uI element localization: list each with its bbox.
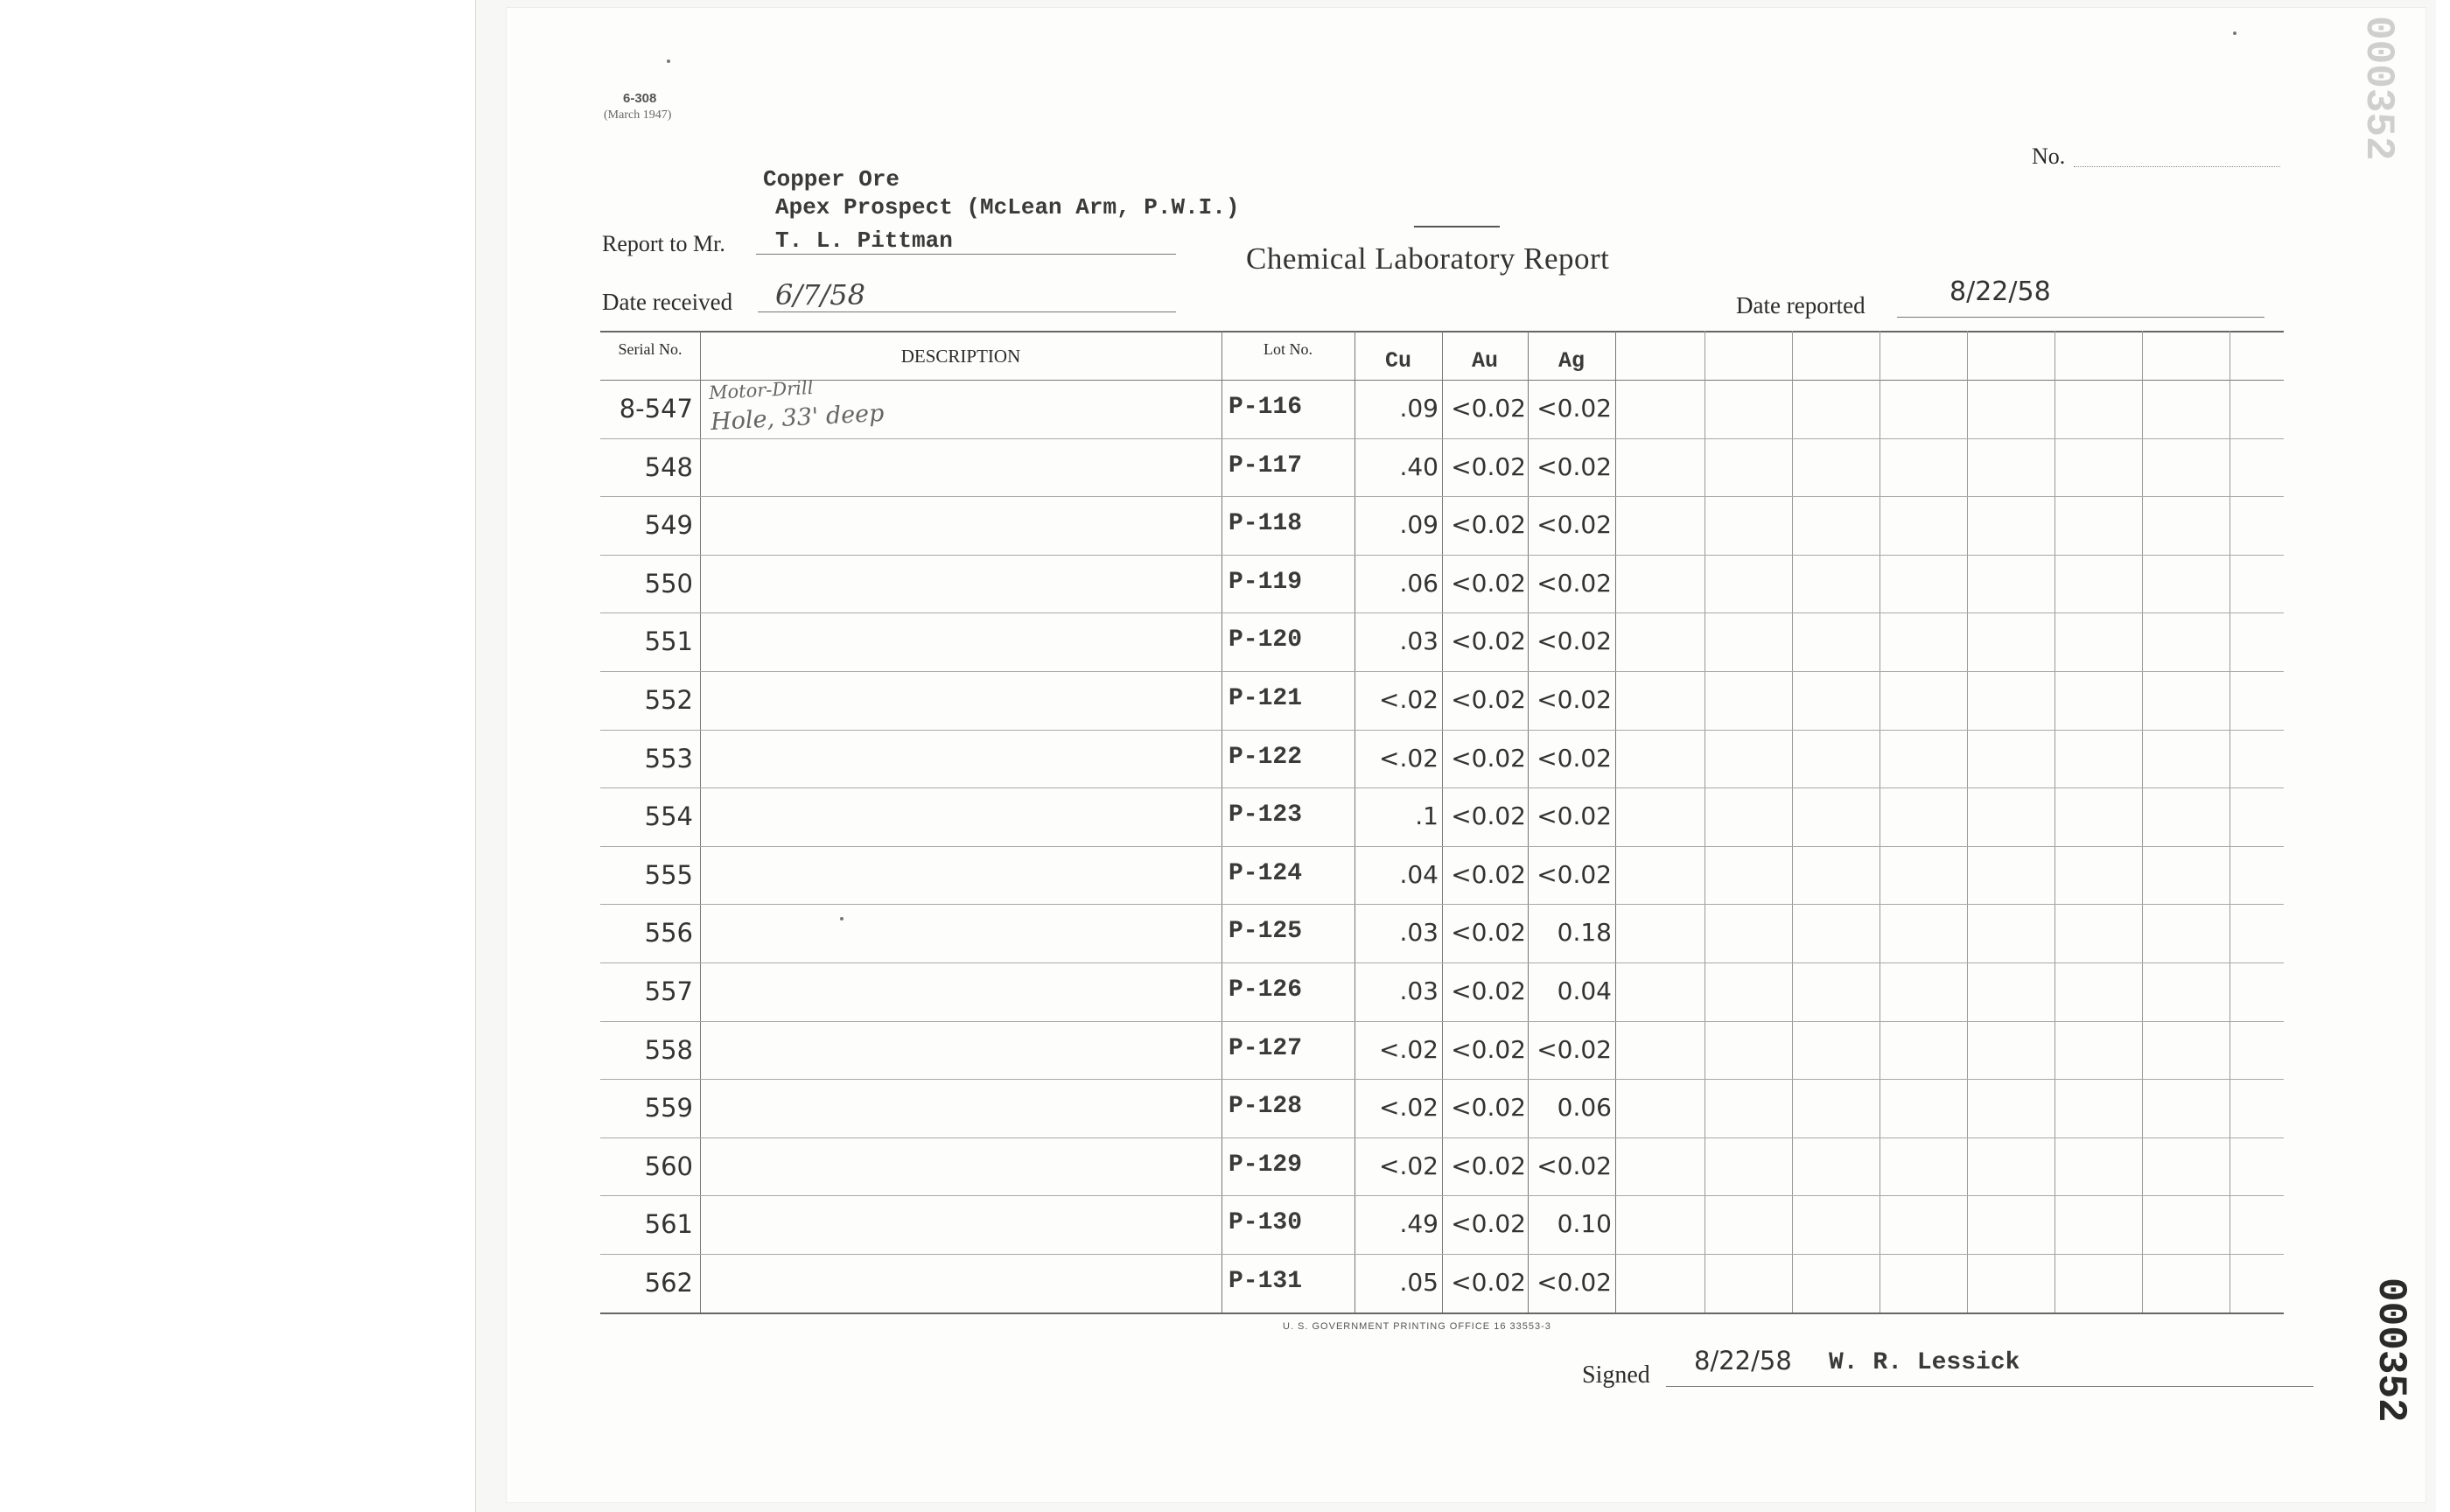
lot-cell: P-117 bbox=[1228, 452, 1303, 480]
cu-cell: .09 bbox=[1399, 394, 1438, 423]
column-divider bbox=[1704, 331, 1705, 1314]
row-rule bbox=[600, 730, 2284, 731]
subject-line-2: Apex Prospect (McLean Arm, P.W.I.) bbox=[775, 194, 1240, 220]
ag-cell: <0.02 bbox=[1536, 510, 1612, 540]
ag-cell: <0.02 bbox=[1536, 1034, 1612, 1064]
cu-cell: .06 bbox=[1399, 568, 1438, 598]
serial-cell: 560 bbox=[644, 1151, 693, 1181]
cu-cell: .1 bbox=[1415, 802, 1438, 831]
au-cell: <0.02 bbox=[1451, 802, 1526, 831]
header-au: Au bbox=[1471, 348, 1498, 374]
row-rule bbox=[600, 612, 2284, 613]
serial-cell: 550 bbox=[644, 568, 693, 598]
serial-cell: 558 bbox=[644, 1034, 693, 1065]
description-note-2: Hole, 33' deep bbox=[710, 399, 886, 437]
header-lot: Lot No. bbox=[1264, 340, 1312, 358]
faint-page-stamp: 000352 bbox=[2356, 16, 2401, 161]
cu-cell: <.02 bbox=[1379, 1034, 1438, 1064]
ag-cell: <0.02 bbox=[1536, 1151, 1612, 1180]
lot-cell: P-118 bbox=[1228, 510, 1303, 538]
date-reported-value: 8/22/58 bbox=[1950, 276, 2051, 307]
cu-cell: .05 bbox=[1399, 1268, 1438, 1297]
au-cell: <0.02 bbox=[1451, 1268, 1526, 1297]
row-rule bbox=[600, 671, 2284, 672]
row-rule bbox=[600, 555, 2284, 556]
form-number: 6-308 bbox=[623, 91, 657, 106]
au-cell: <0.02 bbox=[1451, 859, 1526, 889]
report-to-line bbox=[756, 254, 1176, 255]
scan-speck bbox=[2233, 32, 2236, 35]
header-ag: Ag bbox=[1558, 348, 1585, 374]
description-note-1: Motor-Drill bbox=[708, 376, 814, 404]
lot-cell: P-125 bbox=[1228, 918, 1303, 946]
number-field-line bbox=[2074, 166, 2280, 167]
cu-cell: .04 bbox=[1399, 859, 1438, 889]
date-received-label: Date received bbox=[602, 289, 733, 315]
header-serial: Serial No. bbox=[618, 340, 682, 358]
ag-cell: 0.18 bbox=[1557, 918, 1612, 948]
lot-cell: P-127 bbox=[1228, 1034, 1303, 1062]
au-cell: <0.02 bbox=[1451, 1034, 1526, 1064]
page-number-stamp: 000352 bbox=[2368, 1278, 2413, 1423]
row-rule bbox=[600, 1195, 2284, 1196]
au-cell: <0.02 bbox=[1451, 976, 1526, 1005]
ag-cell: <0.02 bbox=[1536, 1268, 1612, 1297]
cu-cell: <.02 bbox=[1379, 743, 1438, 773]
serial-cell: 549 bbox=[644, 510, 693, 541]
lot-cell: P-126 bbox=[1228, 976, 1303, 1004]
report-title: Chemical Laboratory Report bbox=[1246, 242, 1610, 276]
ag-cell: <0.02 bbox=[1536, 568, 1612, 598]
table-bottom-rule bbox=[600, 1312, 2284, 1314]
au-cell: <0.02 bbox=[1451, 1209, 1526, 1239]
serial-cell: 559 bbox=[644, 1093, 693, 1124]
lot-cell: P-131 bbox=[1228, 1268, 1303, 1295]
au-cell: <0.02 bbox=[1451, 1151, 1526, 1180]
form-date: (March 1947) bbox=[604, 108, 672, 122]
cu-cell: .49 bbox=[1399, 1209, 1438, 1239]
date-received-value: 6/7/58 bbox=[775, 278, 865, 312]
row-rule bbox=[600, 904, 2284, 905]
ag-cell: <0.02 bbox=[1536, 626, 1612, 656]
lot-cell: P-123 bbox=[1228, 802, 1303, 830]
au-cell: <0.02 bbox=[1451, 743, 1526, 773]
header-cu: Cu bbox=[1384, 348, 1411, 374]
lot-cell: P-129 bbox=[1228, 1151, 1303, 1179]
serial-cell: 553 bbox=[644, 743, 693, 774]
au-cell: <0.02 bbox=[1451, 685, 1526, 714]
serial-cell: 548 bbox=[644, 452, 693, 482]
au-cell: <0.02 bbox=[1451, 394, 1526, 423]
row-rule bbox=[600, 846, 2284, 847]
cu-cell: <.02 bbox=[1379, 1151, 1438, 1180]
number-label: No. bbox=[2032, 144, 2066, 169]
column-divider bbox=[1792, 331, 1793, 1314]
column-divider bbox=[1615, 331, 1616, 1314]
au-cell: <0.02 bbox=[1451, 510, 1526, 540]
row-rule bbox=[600, 1254, 2284, 1255]
ag-cell: <0.02 bbox=[1536, 394, 1612, 423]
signed-date: 8/22/58 bbox=[1694, 1346, 1792, 1376]
date-reported-label: Date reported bbox=[1736, 292, 1866, 318]
cu-cell: .40 bbox=[1399, 452, 1438, 481]
serial-cell: 8-547 bbox=[619, 394, 693, 424]
header-description: DESCRIPTION bbox=[900, 346, 1021, 367]
serial-cell: 556 bbox=[644, 918, 693, 948]
ag-cell: <0.02 bbox=[1536, 685, 1612, 714]
ag-cell: 0.06 bbox=[1557, 1093, 1612, 1123]
column-divider bbox=[1967, 331, 1968, 1314]
lot-cell: P-124 bbox=[1228, 859, 1303, 887]
lot-cell: P-120 bbox=[1228, 626, 1303, 654]
date-reported-line bbox=[1897, 317, 2264, 318]
cu-cell: .09 bbox=[1399, 510, 1438, 540]
lot-cell: P-122 bbox=[1228, 743, 1303, 771]
scan-speck bbox=[667, 60, 670, 63]
subject-line-1: Copper Ore bbox=[763, 166, 900, 192]
report-to-label: Report to Mr. bbox=[602, 231, 725, 256]
serial-cell: 552 bbox=[644, 685, 693, 715]
report-to-value: T. L. Pittman bbox=[775, 228, 953, 254]
row-rule bbox=[600, 438, 2284, 439]
cu-cell: .03 bbox=[1399, 918, 1438, 948]
ag-cell: <0.02 bbox=[1536, 452, 1612, 481]
row-rule bbox=[600, 496, 2284, 497]
ag-cell: <0.02 bbox=[1536, 743, 1612, 773]
serial-cell: 557 bbox=[644, 976, 693, 1006]
lot-cell: P-116 bbox=[1228, 394, 1303, 421]
serial-cell: 551 bbox=[644, 626, 693, 657]
serial-cell: 562 bbox=[644, 1268, 693, 1298]
column-divider bbox=[700, 331, 701, 1314]
au-cell: <0.02 bbox=[1451, 918, 1526, 948]
ag-cell: 0.04 bbox=[1557, 976, 1612, 1005]
cu-cell: .03 bbox=[1399, 626, 1438, 656]
signed-label: Signed bbox=[1582, 1362, 1650, 1389]
signature-line bbox=[1666, 1386, 2314, 1387]
row-rule bbox=[600, 962, 2284, 963]
ag-cell: 0.10 bbox=[1557, 1209, 1612, 1239]
column-divider bbox=[2142, 331, 2143, 1314]
lot-cell: P-128 bbox=[1228, 1093, 1303, 1121]
printing-office-imprint: U. S. GOVERNMENT PRINTING OFFICE 16 33553-3 bbox=[1283, 1321, 1551, 1332]
signed-name: W. R. Lessick bbox=[1829, 1349, 2020, 1376]
ag-cell: <0.02 bbox=[1536, 859, 1612, 889]
lot-cell: P-130 bbox=[1228, 1209, 1303, 1237]
title-rule bbox=[1414, 226, 1500, 228]
serial-cell: 555 bbox=[644, 859, 693, 890]
cu-cell: .03 bbox=[1399, 976, 1438, 1005]
au-cell: <0.02 bbox=[1451, 1093, 1526, 1123]
lot-cell: P-121 bbox=[1228, 685, 1303, 712]
au-cell: <0.02 bbox=[1451, 452, 1526, 481]
results-table bbox=[600, 331, 2284, 1314]
scan-speck bbox=[840, 917, 844, 920]
au-cell: <0.02 bbox=[1451, 568, 1526, 598]
serial-cell: 561 bbox=[644, 1209, 693, 1240]
cu-cell: <.02 bbox=[1379, 685, 1438, 714]
lot-cell: P-119 bbox=[1228, 568, 1303, 596]
cu-cell: <.02 bbox=[1379, 1093, 1438, 1123]
row-rule bbox=[600, 1079, 2284, 1080]
ag-cell: <0.02 bbox=[1536, 802, 1612, 831]
serial-cell: 554 bbox=[644, 802, 693, 832]
au-cell: <0.02 bbox=[1451, 626, 1526, 656]
row-rule bbox=[600, 1021, 2284, 1022]
column-divider bbox=[2054, 331, 2055, 1314]
